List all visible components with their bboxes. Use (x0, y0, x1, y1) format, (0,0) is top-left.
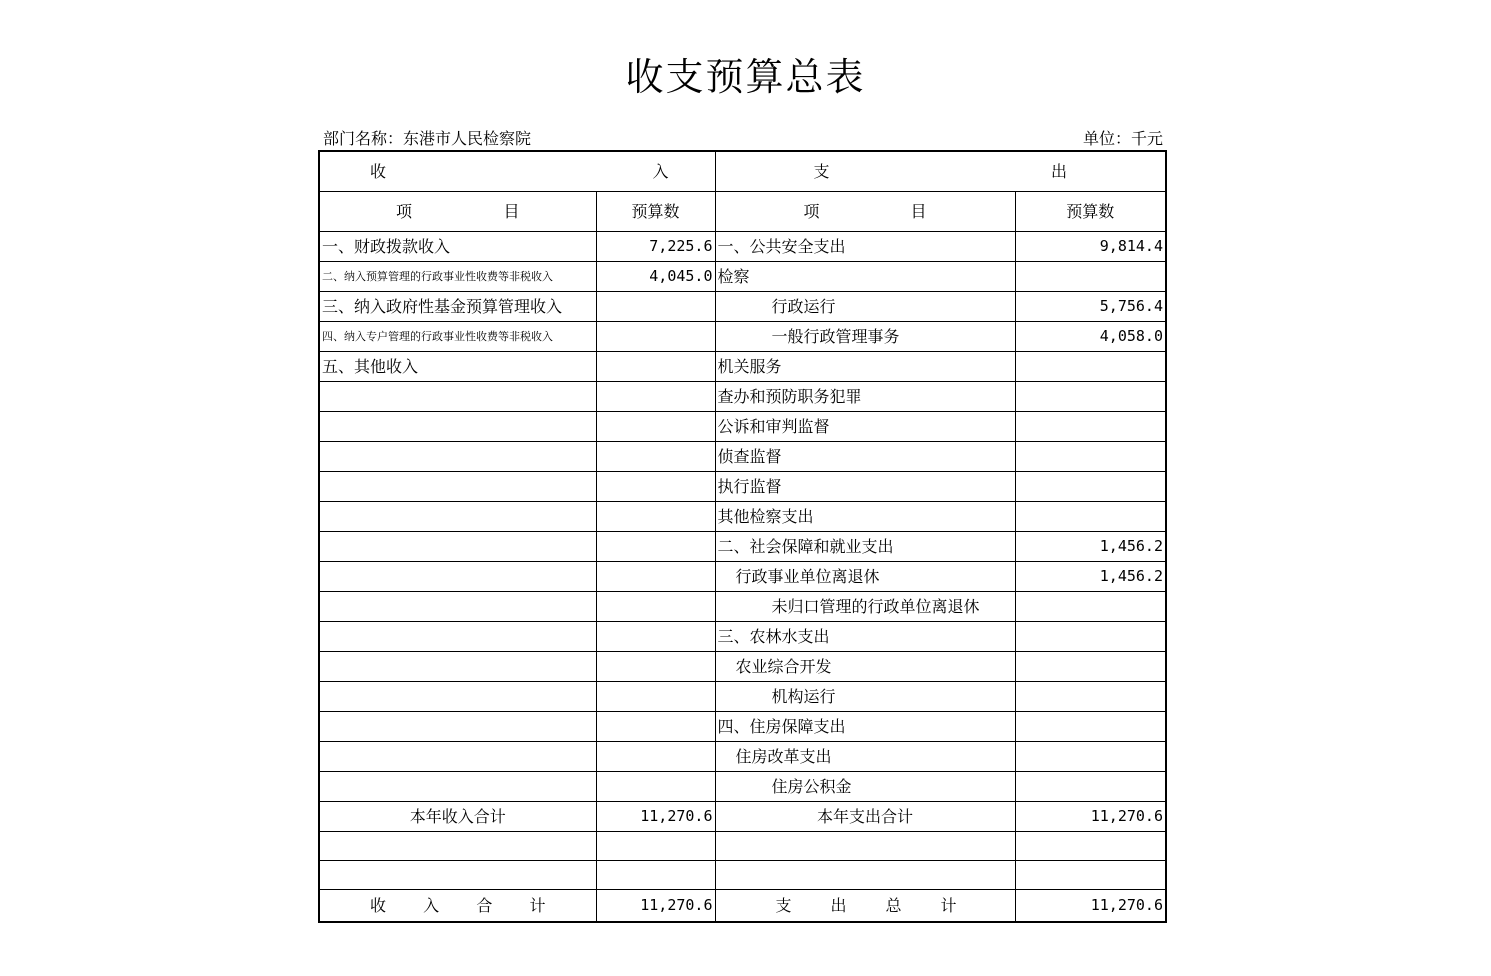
income-item-cell: 二、纳入预算管理的行政事业性收费等非税收入 (319, 262, 596, 292)
expense-item-cell: 其他检察支出 (715, 502, 1015, 532)
income-item-cell (319, 592, 596, 622)
income-value-cell (596, 742, 715, 772)
expense-value-cell (1015, 652, 1166, 682)
income-total-char: 合 (476, 896, 493, 915)
income-budget-header: 预算数 (596, 192, 715, 232)
expense-value-cell (1015, 772, 1166, 802)
income-item-header (319, 192, 596, 232)
expense-item-cell: 侦查监督 (715, 442, 1015, 472)
income-value-cell (596, 442, 715, 472)
expense-total-char: 出 (830, 896, 847, 915)
blank-cell (715, 861, 1015, 890)
blank-cell (715, 832, 1015, 861)
expense-value-cell (1015, 352, 1166, 382)
income-item-cell (319, 742, 596, 772)
table-row (319, 232, 1166, 262)
expense-item-cell: 公诉和审判监督 (715, 412, 1015, 442)
income-header-char: 入 (652, 162, 669, 181)
expense-item-cell: 农业综合开发 (715, 652, 1015, 682)
blank-cell (1015, 832, 1166, 861)
expense-item-cell: 四、住房保障支出 (715, 712, 1015, 742)
item-header-char: 目 (503, 202, 520, 221)
table-row (319, 352, 1166, 382)
income-total-char: 计 (529, 896, 546, 915)
table-row (319, 292, 1166, 322)
year-expense-total-label: 本年支出合计 (715, 802, 1015, 832)
income-value-cell (596, 772, 715, 802)
department-name: 部门名称：东港市人民检察院 (323, 129, 532, 148)
table-row (319, 592, 1166, 622)
expense-item-header (715, 192, 1015, 232)
expense-value-cell (1015, 622, 1166, 652)
table-row (319, 772, 1166, 802)
income-value-cell: 7,225.6 (596, 232, 715, 262)
income-item-cell (319, 532, 596, 562)
income-value-cell (596, 502, 715, 532)
income-value-cell (596, 592, 715, 622)
expense-item-cell: 一、公共安全支出 (715, 232, 1015, 262)
item-header-char: 目 (910, 202, 927, 221)
table-row (319, 652, 1166, 682)
expense-header-char: 出 (1050, 162, 1067, 181)
expense-value-cell: 4,058.0 (1015, 322, 1166, 352)
table-row (319, 442, 1166, 472)
header-row-columns (319, 192, 1166, 232)
blank-cell (596, 861, 715, 890)
income-item-cell (319, 382, 596, 412)
blank-cell (1015, 861, 1166, 890)
expense-item-cell: 执行监督 (715, 472, 1015, 502)
income-value-cell (596, 652, 715, 682)
income-grand-total-value: 11,270.6 (596, 890, 715, 923)
expense-item-cell: 行政运行 (715, 292, 1015, 322)
expense-item-cell: 机构运行 (715, 682, 1015, 712)
table-row (319, 382, 1166, 412)
income-value-cell (596, 622, 715, 652)
expense-value-cell (1015, 382, 1166, 412)
expense-value-cell (1015, 442, 1166, 472)
income-section-header (319, 151, 715, 192)
table-row (319, 322, 1166, 352)
item-header-char: 项 (803, 202, 820, 221)
expense-item-cell: 住房公积金 (715, 772, 1015, 802)
table-row (319, 562, 1166, 592)
blank-cell (596, 832, 715, 861)
table-row (319, 262, 1166, 292)
expense-total-char: 支 (775, 896, 792, 915)
expense-value-cell: 1,456.2 (1015, 532, 1166, 562)
year-total-row (319, 802, 1166, 832)
income-value-cell (596, 382, 715, 412)
table-row (319, 712, 1166, 742)
income-item-cell (319, 712, 596, 742)
income-total-char: 入 (423, 896, 440, 915)
expense-value-cell (1015, 592, 1166, 622)
income-item-cell (319, 682, 596, 712)
income-value-cell (596, 292, 715, 322)
year-expense-total-value: 11,270.6 (1015, 802, 1166, 832)
expense-item-cell: 一般行政管理事务 (715, 322, 1015, 352)
income-item-cell (319, 652, 596, 682)
income-header-char: 收 (370, 162, 387, 181)
income-grand-total-label (319, 890, 596, 923)
table-row (319, 622, 1166, 652)
expense-item-cell: 查办和预防职务犯罪 (715, 382, 1015, 412)
income-item-cell (319, 472, 596, 502)
blank-cell (319, 861, 596, 890)
year-income-total-label: 本年收入合计 (319, 802, 596, 832)
year-income-total-value: 11,270.6 (596, 802, 715, 832)
income-value-cell (596, 472, 715, 502)
income-item-cell (319, 772, 596, 802)
expense-item-cell: 检察 (715, 262, 1015, 292)
expense-section-header (715, 151, 1166, 192)
expense-value-cell (1015, 262, 1166, 292)
income-item-cell: 四、纳入专户管理的行政事业性收费等非税收入 (319, 322, 596, 352)
expense-item-cell: 三、农林水支出 (715, 622, 1015, 652)
table-row (319, 532, 1166, 562)
income-value-cell (596, 352, 715, 382)
expense-item-cell: 未归口管理的行政单位离退休 (715, 592, 1015, 622)
expense-value-cell (1015, 742, 1166, 772)
expense-value-cell: 5,756.4 (1015, 292, 1166, 322)
income-total-char: 收 (370, 896, 387, 915)
income-value-cell (596, 562, 715, 592)
income-value-cell: 4,045.0 (596, 262, 715, 292)
blank-row (319, 861, 1166, 890)
income-item-cell (319, 562, 596, 592)
grand-total-row (319, 890, 1166, 923)
income-value-cell (596, 532, 715, 562)
income-value-cell (596, 712, 715, 742)
meta-line (321, 128, 1165, 150)
expense-value-cell (1015, 412, 1166, 442)
expense-value-cell: 9,814.4 (1015, 232, 1166, 262)
expense-value-cell (1015, 712, 1166, 742)
expense-item-cell: 二、社会保障和就业支出 (715, 532, 1015, 562)
expense-value-cell (1015, 472, 1166, 502)
table-row (319, 472, 1166, 502)
expense-value-cell: 1,456.2 (1015, 562, 1166, 592)
income-item-cell: 一、财政拨款收入 (319, 232, 596, 262)
expense-item-cell: 机关服务 (715, 352, 1015, 382)
budget-table (318, 150, 1167, 923)
income-item-cell (319, 412, 596, 442)
expense-value-cell (1015, 502, 1166, 532)
income-item-cell (319, 502, 596, 532)
income-item-cell (319, 622, 596, 652)
expense-item-cell: 住房改革支出 (715, 742, 1015, 772)
income-value-cell (596, 412, 715, 442)
income-item-cell: 三、纳入政府性基金预算管理收入 (319, 292, 596, 322)
expense-grand-total-value: 11,270.6 (1015, 890, 1166, 923)
table-row (319, 412, 1166, 442)
header-row-section (319, 151, 1166, 192)
income-value-cell (596, 682, 715, 712)
expense-item-cell: 行政事业单位离退休 (715, 562, 1015, 592)
page-title: 收支预算总表 (625, 55, 866, 99)
blank-row (319, 832, 1166, 861)
table-row (319, 682, 1166, 712)
expense-header-char: 支 (813, 162, 830, 181)
expense-grand-total-label (715, 890, 1015, 923)
income-item-cell (319, 442, 596, 472)
item-header-char: 项 (396, 202, 413, 221)
expense-budget-header: 预算数 (1015, 192, 1166, 232)
income-item-cell: 五、其他收入 (319, 352, 596, 382)
expense-total-char: 计 (940, 896, 957, 915)
unit-label: 单位：千元 (1082, 129, 1163, 148)
expense-total-char: 总 (885, 896, 902, 915)
blank-cell (319, 832, 596, 861)
income-value-cell (596, 322, 715, 352)
expense-value-cell (1015, 682, 1166, 712)
table-row (319, 502, 1166, 532)
table-row (319, 742, 1166, 772)
